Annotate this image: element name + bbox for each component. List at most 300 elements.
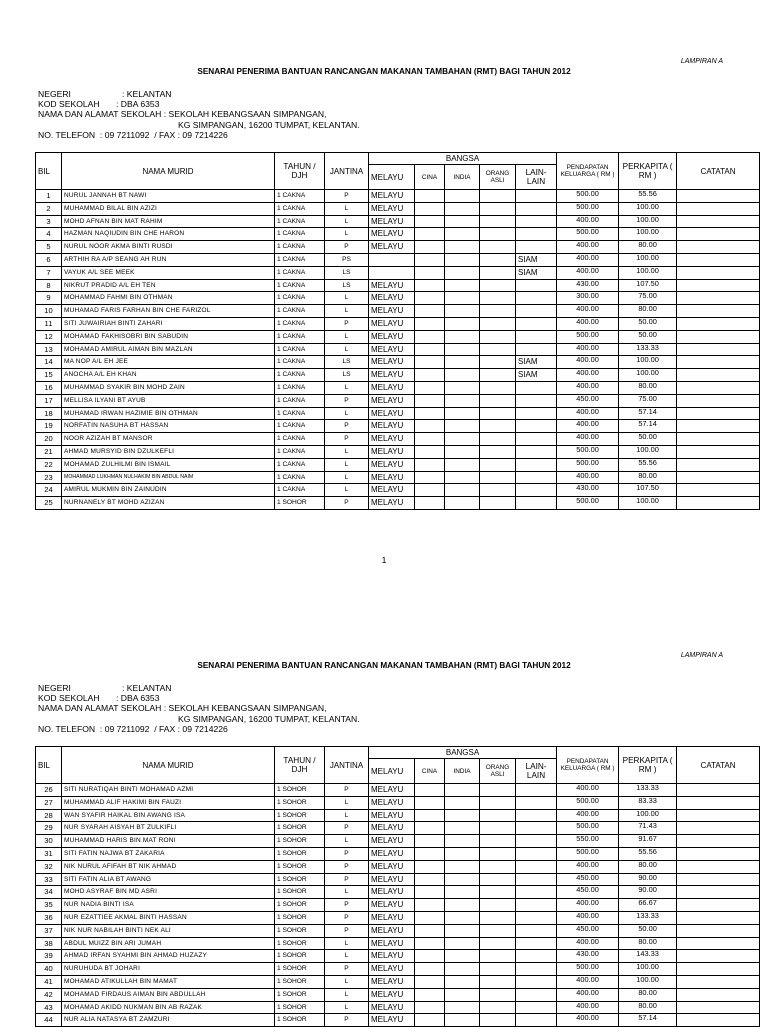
cell-orang-asli	[480, 835, 516, 848]
cell-melayu: MELAYU	[369, 847, 415, 860]
cell-cina	[415, 860, 445, 873]
table-row	[36, 809, 760, 822]
cell-nama: NIKRUT PRADID A/L EH TEN	[62, 279, 275, 292]
cell-melayu: MELAYU	[369, 305, 415, 318]
table-row	[36, 381, 760, 394]
cell-bil: 5	[36, 241, 62, 254]
cell-perkapita: 80.00	[619, 937, 677, 950]
cell-orang-asli	[480, 394, 516, 407]
cell-cina	[415, 356, 445, 369]
cell-melayu: MELAYU	[369, 215, 415, 228]
cell-catatan	[677, 356, 760, 369]
cell-jantina: LS	[325, 266, 369, 279]
cell-orang-asli	[480, 433, 516, 446]
cell-lain-lain	[516, 445, 557, 458]
cell-perkapita: 50.00	[619, 330, 677, 343]
cell-catatan	[677, 190, 760, 203]
cell-bil: 26	[36, 784, 62, 797]
table-row	[36, 471, 760, 484]
cell-orang-asli	[480, 317, 516, 330]
cell-orang-asli	[480, 369, 516, 382]
cell-tahun: 1 CAKNA	[275, 279, 325, 292]
cell-pendapatan: 400.00	[557, 937, 619, 950]
cell-pendapatan: 400.00	[557, 356, 619, 369]
kod-label: KOD SEKOLAH	[38, 99, 100, 110]
cell-melayu: MELAYU	[369, 937, 415, 950]
cell-cina	[415, 822, 445, 835]
cell-india	[445, 1001, 480, 1014]
cell-bil: 40	[36, 963, 62, 976]
cell-pendapatan: 400.00	[557, 784, 619, 797]
cell-india	[445, 963, 480, 976]
cell-perkapita: 80.00	[619, 860, 677, 873]
table-row	[36, 822, 760, 835]
cell-orang-asli	[480, 847, 516, 860]
cell-pendapatan: 400.00	[557, 241, 619, 254]
cell-perkapita: 90.00	[619, 873, 677, 886]
cell-orang-asli	[480, 963, 516, 976]
cell-lain-lain	[516, 950, 557, 963]
header-lain-lain: LAIN-LAIN	[516, 759, 557, 784]
cell-melayu: MELAYU	[369, 484, 415, 497]
cell-lain-lain	[516, 292, 557, 305]
cell-perkapita: 90.00	[619, 886, 677, 899]
cell-nama: SITI FATIN ALIA BT AWANG	[62, 873, 275, 886]
cell-pendapatan: 430.00	[557, 950, 619, 963]
cell-nama: NURNANELY BT MOHD AZIZAN	[62, 497, 275, 510]
cell-melayu: MELAYU	[369, 330, 415, 343]
cell-melayu: MELAYU	[369, 471, 415, 484]
cell-tahun: 1 CAKNA	[275, 241, 325, 254]
cell-tahun: 1 SOHOR	[275, 873, 325, 886]
cell-tahun: 1 SOHOR	[275, 886, 325, 899]
cell-india	[445, 407, 480, 420]
header-pendapatan: PENDAPATAN KELUARGA ( RM )	[557, 747, 619, 784]
cell-lain-lain	[516, 784, 557, 797]
cell-cina	[415, 835, 445, 848]
alamat-row: KG SIMPANGAN, 16200 TUMPAT, KELANTAN.	[178, 713, 360, 724]
cell-jantina: L	[325, 937, 369, 950]
cell-bil: 42	[36, 988, 62, 1001]
cell-tahun: 1 CAKNA	[275, 369, 325, 382]
cell-perkapita: 100.00	[619, 356, 677, 369]
cell-india	[445, 253, 480, 266]
cell-cina	[415, 330, 445, 343]
cell-orang-asli	[480, 886, 516, 899]
cell-cina	[415, 988, 445, 1001]
telefon-row: NO. TELEFON : 09 7211092 / FAX : 09 7214226	[38, 129, 228, 140]
cell-jantina: L	[325, 988, 369, 1001]
negeri-label: NEGERI	[38, 683, 71, 693]
cell-tahun: 1 CAKNA	[275, 484, 325, 497]
cell-tahun: 1 CAKNA	[275, 330, 325, 343]
header-jantina: JANTINA	[325, 747, 369, 784]
cell-india	[445, 343, 480, 356]
cell-catatan	[677, 937, 760, 950]
cell-catatan	[677, 873, 760, 886]
cell-pendapatan: 430.00	[557, 484, 619, 497]
cell-orang-asli	[480, 497, 516, 510]
cell-bil: 22	[36, 458, 62, 471]
cell-pendapatan: 400.00	[557, 809, 619, 822]
cell-india	[445, 796, 480, 809]
cell-nama: AHMAD IRFAN SYAHMI BIN AHMAD HUZAZY	[62, 950, 275, 963]
cell-pendapatan: 500.00	[557, 202, 619, 215]
cell-nama: MOHAMAD FAKHISOBRI BIN SABUDIN	[62, 330, 275, 343]
header-bil: BIL	[36, 153, 62, 190]
cell-tahun: 1 CAKNA	[275, 381, 325, 394]
cell-orang-asli	[480, 924, 516, 937]
cell-india	[445, 860, 480, 873]
cell-melayu: MELAYU	[369, 445, 415, 458]
cell-perkapita: 133.33	[619, 911, 677, 924]
cell-melayu: MELAYU	[369, 924, 415, 937]
cell-bil: 2	[36, 202, 62, 215]
cell-pendapatan: 400.00	[557, 420, 619, 433]
cell-pendapatan: 400.00	[557, 988, 619, 1001]
negeri-row	[38, 89, 360, 99]
lampiran-label: LAMPIRAN A	[680, 652, 723, 659]
cell-bil: 36	[36, 911, 62, 924]
cell-bil: 35	[36, 899, 62, 912]
cell-orang-asli	[480, 975, 516, 988]
cell-bil: 39	[36, 950, 62, 963]
cell-catatan	[677, 822, 760, 835]
cell-lain-lain	[516, 899, 557, 912]
table-row	[36, 394, 760, 407]
cell-catatan	[677, 924, 760, 937]
cell-lain-lain	[516, 1001, 557, 1014]
cell-melayu: MELAYU	[369, 420, 415, 433]
cell-melayu: MELAYU	[369, 433, 415, 446]
cell-perkapita: 100.00	[619, 266, 677, 279]
cell-india	[445, 292, 480, 305]
cell-tahun: 1 SOHOR	[275, 784, 325, 797]
cell-orang-asli	[480, 228, 516, 241]
cell-jantina: L	[325, 458, 369, 471]
cell-perkapita: 80.00	[619, 241, 677, 254]
cell-orang-asli	[480, 860, 516, 873]
cell-lain-lain	[516, 215, 557, 228]
cell-jantina: L	[325, 445, 369, 458]
cell-bil: 8	[36, 279, 62, 292]
table-row	[36, 988, 760, 1001]
cell-jantina: P	[325, 822, 369, 835]
cell-perkapita: 107.50	[619, 484, 677, 497]
cell-india	[445, 394, 480, 407]
cell-melayu: MELAYU	[369, 886, 415, 899]
cell-cina	[415, 963, 445, 976]
cell-india	[445, 975, 480, 988]
cell-pendapatan: 500.00	[557, 497, 619, 510]
cell-nama: MUHAMAD FARIS FARHAN BIN CHE FARIZOL	[62, 305, 275, 318]
cell-tahun: 1 CAKNA	[275, 202, 325, 215]
cell-melayu: MELAYU	[369, 860, 415, 873]
cell-pendapatan: 500.00	[557, 445, 619, 458]
cell-nama: NUR EZATTIEE AKMAL BINTI HASSAN	[62, 911, 275, 924]
cell-cina	[415, 407, 445, 420]
cell-nama: MA NOP A/L EH JEE	[62, 356, 275, 369]
cell-lain-lain	[516, 835, 557, 848]
cell-nama: MOHD AFNAN BIN MAT RAHIM	[62, 215, 275, 228]
cell-catatan	[677, 343, 760, 356]
cell-pendapatan: 450.00	[557, 924, 619, 937]
table-row	[36, 369, 760, 382]
header-nama: NAMA MURID	[62, 747, 275, 784]
cell-lain-lain	[516, 497, 557, 510]
cell-lain-lain	[516, 911, 557, 924]
alamat-row: KG SIMPANGAN, 16200 TUMPAT, KELANTAN.	[178, 119, 360, 130]
cell-pendapatan: 400.00	[557, 471, 619, 484]
school-info	[38, 683, 360, 734]
header-perkapita: PERKAPITA ( RM )	[619, 153, 677, 190]
header-india: INDIA	[445, 759, 480, 784]
cell-perkapita: 100.00	[619, 369, 677, 382]
header-catatan: CATATAN	[677, 153, 760, 190]
cell-orang-asli	[480, 202, 516, 215]
cell-cina	[415, 202, 445, 215]
cell-catatan	[677, 241, 760, 254]
cell-cina	[415, 215, 445, 228]
cell-nama: MOHAMAD ZULHILMI BIN ISMAIL	[62, 458, 275, 471]
cell-lain-lain	[516, 975, 557, 988]
cell-catatan	[677, 1001, 760, 1014]
cell-bil: 33	[36, 873, 62, 886]
cell-india	[445, 950, 480, 963]
cell-perkapita: 57.14	[619, 420, 677, 433]
cell-bil: 41	[36, 975, 62, 988]
cell-catatan	[677, 835, 760, 848]
cell-perkapita: 100.00	[619, 975, 677, 988]
cell-nama: AHMAD MURSYID BIN DZULKEFLI	[62, 445, 275, 458]
telefon-row: NO. TELEFON : 09 7211092 / FAX : 09 7214226	[38, 723, 228, 734]
cell-cina	[415, 873, 445, 886]
cell-bil: 21	[36, 445, 62, 458]
cell-india	[445, 809, 480, 822]
cell-pendapatan: 400.00	[557, 253, 619, 266]
cell-lain-lain	[516, 873, 557, 886]
header-nama: NAMA MURID	[62, 153, 275, 190]
cell-pendapatan: 400.00	[557, 407, 619, 420]
table-row	[36, 407, 760, 420]
cell-orang-asli	[480, 266, 516, 279]
cell-nama: NURUL JANNAH BT NAWI	[62, 190, 275, 203]
cell-tahun: 1 SOHOR	[275, 924, 325, 937]
cell-jantina: LS	[325, 279, 369, 292]
header-lain-lain: LAIN-LAIN	[516, 165, 557, 190]
table-row	[36, 924, 760, 937]
cell-melayu: MELAYU	[369, 911, 415, 924]
cell-jantina: L	[325, 1001, 369, 1014]
cell-jantina: P	[325, 924, 369, 937]
cell-perkapita: 71.43	[619, 822, 677, 835]
cell-nama: NUR SYARAH AISYAH BT ZULKIFLI	[62, 822, 275, 835]
cell-perkapita: 133.33	[619, 343, 677, 356]
cell-tahun: 1 CAKNA	[275, 445, 325, 458]
cell-melayu: MELAYU	[369, 202, 415, 215]
cell-lain-lain	[516, 988, 557, 1001]
cell-melayu	[369, 253, 415, 266]
negeri-label: NEGERI	[38, 89, 71, 99]
cell-cina	[415, 458, 445, 471]
header-tahun: TAHUN / DJH	[275, 747, 325, 784]
cell-bil: 9	[36, 292, 62, 305]
cell-perkapita: 100.00	[619, 809, 677, 822]
cell-catatan	[677, 266, 760, 279]
cell-nama: NUR ALIA NATASYA BT ZAMZURI	[62, 1014, 275, 1027]
cell-india	[445, 899, 480, 912]
cell-jantina: L	[325, 215, 369, 228]
cell-tahun: 1 CAKNA	[275, 471, 325, 484]
cell-catatan	[677, 407, 760, 420]
cell-cina	[415, 445, 445, 458]
cell-nama: MELLISA ILYANI BT AYUB	[62, 394, 275, 407]
cell-perkapita: 55.56	[619, 847, 677, 860]
cell-bil: 32	[36, 860, 62, 873]
cell-bil: 1	[36, 190, 62, 203]
cell-india	[445, 369, 480, 382]
cell-orang-asli	[480, 988, 516, 1001]
table-row	[36, 963, 760, 976]
cell-lain-lain	[516, 381, 557, 394]
cell-jantina: L	[325, 381, 369, 394]
student-table	[35, 746, 760, 1027]
cell-jantina: P	[325, 420, 369, 433]
cell-bil: 15	[36, 369, 62, 382]
cell-tahun: 1 SOHOR	[275, 899, 325, 912]
cell-perkapita: 100.00	[619, 497, 677, 510]
cell-catatan	[677, 847, 760, 860]
cell-catatan	[677, 484, 760, 497]
cell-pendapatan: 400.00	[557, 1001, 619, 1014]
cell-tahun: 1 SOHOR	[275, 1001, 325, 1014]
cell-india	[445, 420, 480, 433]
cell-tahun: 1 CAKNA	[275, 266, 325, 279]
cell-nama: MUHAMAD IRWAN HAZIMIE BIN OTHMAN	[62, 407, 275, 420]
cell-jantina: LS	[325, 356, 369, 369]
cell-melayu: MELAYU	[369, 343, 415, 356]
cell-catatan	[677, 899, 760, 912]
cell-tahun: 1 SOHOR	[275, 963, 325, 976]
cell-cina	[415, 228, 445, 241]
cell-tahun: 1 CAKNA	[275, 292, 325, 305]
cell-orang-asli	[480, 253, 516, 266]
table-row	[36, 1014, 760, 1027]
cell-pendapatan: 400.00	[557, 975, 619, 988]
student-table	[35, 152, 760, 510]
table-row	[36, 202, 760, 215]
cell-catatan	[677, 784, 760, 797]
header-bil: BIL	[36, 747, 62, 784]
cell-lain-lain	[516, 1014, 557, 1027]
table-row	[36, 911, 760, 924]
cell-orang-asli	[480, 937, 516, 950]
cell-orang-asli	[480, 822, 516, 835]
cell-cina	[415, 809, 445, 822]
cell-catatan	[677, 886, 760, 899]
table-row	[36, 241, 760, 254]
table-row	[36, 343, 760, 356]
cell-bil: 34	[36, 886, 62, 899]
cell-catatan	[677, 445, 760, 458]
cell-pendapatan: 500.00	[557, 796, 619, 809]
cell-jantina: L	[325, 950, 369, 963]
cell-melayu: MELAYU	[369, 1014, 415, 1027]
cell-orang-asli	[480, 950, 516, 963]
cell-jantina: L	[325, 305, 369, 318]
cell-india	[445, 228, 480, 241]
cell-bil: 24	[36, 484, 62, 497]
cell-melayu: MELAYU	[369, 394, 415, 407]
table-row	[36, 445, 760, 458]
cell-pendapatan: 450.00	[557, 394, 619, 407]
cell-india	[445, 305, 480, 318]
cell-catatan	[677, 215, 760, 228]
cell-bil: 19	[36, 420, 62, 433]
cell-melayu: MELAYU	[369, 963, 415, 976]
header-pendapatan: PENDAPATAN KELUARGA ( RM )	[557, 153, 619, 190]
table-row	[36, 215, 760, 228]
cell-india	[445, 202, 480, 215]
cell-cina	[415, 433, 445, 446]
table-row	[36, 330, 760, 343]
cell-nama: MOHAMAD AMIRUL AIMAN BIN MAZLAN	[62, 343, 275, 356]
cell-catatan	[677, 381, 760, 394]
cell-india	[445, 497, 480, 510]
cell-pendapatan: 450.00	[557, 886, 619, 899]
table-row	[36, 975, 760, 988]
cell-bil: 7	[36, 266, 62, 279]
cell-melayu: MELAYU	[369, 822, 415, 835]
cell-jantina: P	[325, 1014, 369, 1027]
table-row	[36, 886, 760, 899]
cell-lain-lain	[516, 228, 557, 241]
cell-perkapita: 57.14	[619, 407, 677, 420]
cell-cina	[415, 394, 445, 407]
cell-bil: 11	[36, 317, 62, 330]
cell-cina	[415, 484, 445, 497]
cell-lain-lain	[516, 796, 557, 809]
cell-bil: 27	[36, 796, 62, 809]
cell-cina	[415, 190, 445, 203]
cell-pendapatan: 400.00	[557, 266, 619, 279]
cell-catatan	[677, 305, 760, 318]
cell-jantina: L	[325, 202, 369, 215]
cell-pendapatan: 400.00	[557, 369, 619, 382]
cell-orang-asli	[480, 484, 516, 497]
cell-nama: MOHAMMAD FAHMI BIN OTHMAN	[62, 292, 275, 305]
cell-orang-asli	[480, 330, 516, 343]
header-melayu: MELAYU	[369, 759, 415, 784]
cell-india	[445, 279, 480, 292]
cell-cina	[415, 847, 445, 860]
cell-perkapita: 80.00	[619, 381, 677, 394]
cell-perkapita: 83.33	[619, 796, 677, 809]
cell-nama: MOHAMAD FIRDAUS AIMAN BIN ABDULLAH	[62, 988, 275, 1001]
table-row	[36, 873, 760, 886]
cell-lain-lain	[516, 484, 557, 497]
cell-bil: 16	[36, 381, 62, 394]
table-row	[36, 950, 760, 963]
header-catatan: CATATAN	[677, 747, 760, 784]
cell-nama: MUHAMMAD BILAL BIN AZIZI	[62, 202, 275, 215]
cell-bil: 3	[36, 215, 62, 228]
cell-orang-asli	[480, 420, 516, 433]
cell-nama: SITI NURATIQAH BINTI MOHAMAD AZMI	[62, 784, 275, 797]
cell-catatan	[677, 253, 760, 266]
nama-alamat-row: NAMA DAN ALAMAT SEKOLAH : SEKOLAH KEBANGSAAN SIMPANGAN,	[38, 109, 327, 120]
cell-cina	[415, 253, 445, 266]
